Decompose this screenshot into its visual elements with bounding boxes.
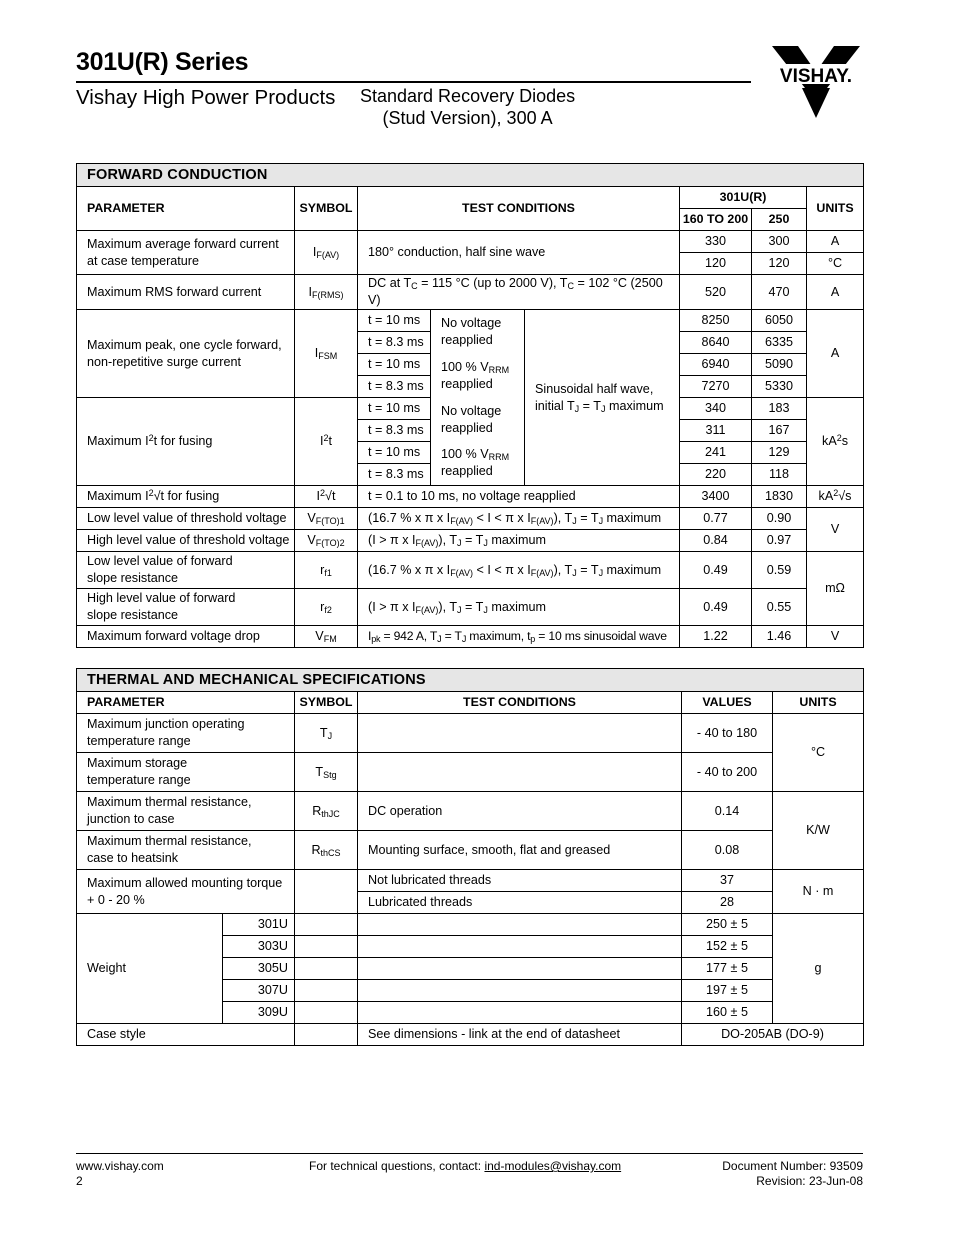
- cond-rthcs: Mounting surface, smooth, flat and greased: [358, 831, 682, 870]
- value-cell: 311: [680, 420, 752, 442]
- time-cell: t = 10 ms: [358, 310, 431, 332]
- footer-contact: [309, 1159, 621, 1173]
- page-number: 2: [76, 1174, 83, 1188]
- cond-vrrm: 100 % $V_{RRM}$ reapplied: [431, 442, 525, 486]
- contact-prefix: For technical questions, contact:: [309, 1159, 485, 1173]
- value-cell: 0.49: [680, 589, 752, 626]
- symbol-empty: [295, 980, 358, 1002]
- weight-model: 305U: [223, 958, 295, 980]
- document-number: Document Number: 93509: [722, 1159, 863, 1173]
- value-cell: 160 ± 5: [682, 1002, 773, 1024]
- symbol-rthjc: $R_{thJC}$: [295, 792, 358, 831]
- cond-avg-current: 180° conduction, half sine wave: [358, 231, 680, 275]
- cond-empty: [358, 980, 682, 1002]
- header-voltage-1: 160 TO 200: [680, 209, 752, 231]
- value-cell: 37: [682, 870, 773, 892]
- value-cell: 340: [680, 398, 752, 420]
- cond-vrrm: 100 % $V_{RRM}$ reapplied: [431, 354, 525, 398]
- cond-empty: [358, 914, 682, 936]
- param-tstg: Maximum storage temperature range: [77, 753, 295, 792]
- time-cell: t = 10 ms: [358, 398, 431, 420]
- symbol-if-av: $I_{F(AV)}$: [295, 231, 358, 275]
- cond-not-lubricated: Not lubricated threads: [358, 870, 682, 892]
- product-line-1: Standard Recovery Diodes: [360, 86, 576, 106]
- logo-text: VISHAY.: [779, 66, 853, 87]
- symbol-vto2: $V_{F(TO)2}$: [295, 530, 358, 552]
- weight-model: 307U: [223, 980, 295, 1002]
- param-vfm: Maximum forward voltage drop: [77, 626, 295, 648]
- value-cell: 220: [680, 464, 752, 486]
- cond-case-style: See dimensions - link at the end of datasheet: [358, 1024, 682, 1046]
- param-rms-current: Maximum RMS forward current: [77, 275, 295, 310]
- cond-empty: [358, 753, 682, 792]
- value-cell: 0.77: [680, 508, 752, 530]
- time-cell: t = 8.3 ms: [358, 420, 431, 442]
- header-voltage-2: 250: [752, 209, 807, 231]
- value-cell: 0.08: [682, 831, 773, 870]
- unit-cell: V: [807, 508, 864, 552]
- unit-cell: A: [807, 231, 864, 253]
- param-rf1: Low level value of forward slope resistance: [77, 552, 295, 589]
- param-rthcs: Maximum thermal resistance, case to heatsink: [77, 831, 295, 870]
- cond-no-voltage: No voltage reapplied: [431, 310, 525, 354]
- header-part: 301U(R): [680, 187, 807, 209]
- value-cell: 5330: [752, 376, 807, 398]
- header-parameter: PARAMETER: [77, 692, 295, 714]
- value-cell: 0.84: [680, 530, 752, 552]
- header-rule: [76, 81, 751, 83]
- symbol-empty: [295, 1024, 358, 1046]
- param-case-style: Case style: [77, 1024, 295, 1046]
- value-cell: 1.22: [680, 626, 752, 648]
- unit-cell: A: [807, 310, 864, 398]
- product-description: [360, 85, 575, 129]
- header-test-conditions: TEST CONDITIONS: [358, 187, 680, 231]
- header-test-conditions: TEST CONDITIONS: [358, 692, 682, 714]
- value-cell: 197 ± 5: [682, 980, 773, 1002]
- weight-model: 303U: [223, 936, 295, 958]
- symbol-rthcs: $R_{thCS}$: [295, 831, 358, 870]
- cond-vto2: (I > π x $I_{F(AV)}$), $T_J = T_J$ maximum: [358, 530, 680, 552]
- value-cell: 0.90: [752, 508, 807, 530]
- unit-cell: g: [773, 914, 864, 1024]
- weight-model: 301U: [223, 914, 295, 936]
- symbol-empty: [295, 936, 358, 958]
- symbol-ifsm: $I_{FSM}$: [295, 310, 358, 398]
- unit-cell: N · m: [773, 870, 864, 914]
- value-cell: - 40 to 200: [682, 753, 773, 792]
- company-name: Vishay High Power Products: [76, 86, 336, 109]
- time-cell: t = 8.3 ms: [358, 464, 431, 486]
- value-cell: 183: [752, 398, 807, 420]
- symbol-empty: [295, 870, 358, 914]
- value-cell: 520: [680, 275, 752, 310]
- cond-no-voltage: No voltage reapplied: [431, 398, 525, 442]
- cond-empty: [358, 1002, 682, 1024]
- symbol-i2t: $I^2t$: [295, 398, 358, 486]
- symbol-i2rt: $I^2√t$: [295, 486, 358, 508]
- thermal-mechanical-table: [76, 668, 864, 1046]
- footer-left: [76, 1159, 164, 1189]
- time-cell: t = 8.3 ms: [358, 332, 431, 354]
- value-cell: 300: [752, 231, 807, 253]
- value-cell: 5090: [752, 354, 807, 376]
- value-cell: 120: [680, 253, 752, 275]
- value-cell: 330: [680, 231, 752, 253]
- value-cell: DO-205AB (DO-9): [682, 1024, 864, 1046]
- header-parameter: PARAMETER: [77, 187, 295, 231]
- value-cell: 120: [752, 253, 807, 275]
- param-i2t: Maximum $I^2t$ for fusing: [77, 398, 295, 486]
- cond-rf1: (16.7 % x π x $I_{F(AV)} < I < \pi$ x $I_{F(AV)}$), $T_J = T_J$ maximum: [358, 552, 680, 589]
- value-cell: 167: [752, 420, 807, 442]
- symbol-rf1: $r_{f1}$: [295, 552, 358, 589]
- value-cell: 241: [680, 442, 752, 464]
- value-cell: 3400: [680, 486, 752, 508]
- unit-cell: V: [807, 626, 864, 648]
- revision: Revision: 23-Jun-08: [756, 1174, 863, 1188]
- value-cell: 129: [752, 442, 807, 464]
- value-cell: 470: [752, 275, 807, 310]
- unit-cell: $kA^2s$: [807, 398, 864, 486]
- unit-cell: $kA^2√s$: [807, 486, 864, 508]
- symbol-if-rms: $I_{F(RMS)}$: [295, 275, 358, 310]
- footer-rule: [76, 1153, 863, 1154]
- value-cell: 8640: [680, 332, 752, 354]
- website-link[interactable]: www.vishay.com: [76, 1159, 164, 1173]
- param-rf2: High level value of forward slope resistance: [77, 589, 295, 626]
- cond-rms-current: DC at $T_C = 115$ °C (up to 2000 V), $T_C = 102$ °C (2500 V): [358, 275, 680, 310]
- cond-i2rt: t = 0.1 to 10 ms, no voltage reapplied: [358, 486, 680, 508]
- cond-lubricated: Lubricated threads: [358, 892, 682, 914]
- header-symbol: SYMBOL: [295, 187, 358, 231]
- footer-right: [722, 1159, 863, 1189]
- header-values: VALUES: [682, 692, 773, 714]
- weight-model: 309U: [223, 1002, 295, 1024]
- value-cell: 0.59: [752, 552, 807, 589]
- symbol-empty: [295, 958, 358, 980]
- unit-cell: °C: [773, 714, 864, 792]
- value-cell: 7270: [680, 376, 752, 398]
- cond-empty: [358, 958, 682, 980]
- symbol-empty: [295, 914, 358, 936]
- time-cell: t = 8.3 ms: [358, 376, 431, 398]
- param-i2rt: Maximum $I^2√t$ for fusing: [77, 486, 295, 508]
- time-cell: t = 10 ms: [358, 354, 431, 376]
- value-cell: 6335: [752, 332, 807, 354]
- cond-empty: [358, 714, 682, 753]
- unit-cell: °C: [807, 253, 864, 275]
- document-title: 301U(R) Series: [76, 48, 249, 76]
- param-vto2: High level value of threshold voltage: [77, 530, 295, 552]
- symbol-tstg: $T_{Stg}$: [295, 753, 358, 792]
- symbol-vto1: $V_{F(TO)1}$: [295, 508, 358, 530]
- value-cell: 250 ± 5: [682, 914, 773, 936]
- value-cell: - 40 to 180: [682, 714, 773, 753]
- param-weight: Weight: [77, 914, 223, 1024]
- param-rthjc: Maximum thermal resistance, junction to case: [77, 792, 295, 831]
- cond-rthjc: DC operation: [358, 792, 682, 831]
- param-surge-current: Maximum peak, one cycle forward, non-repetitive surge current: [77, 310, 295, 398]
- section-title: FORWARD CONDUCTION: [77, 164, 864, 187]
- cond-vto1: (16.7 % x π x $I_{F(AV)} < I < \pi$ x $I_{F(AV)}$), $T_J = T_J$ maximum: [358, 508, 680, 530]
- symbol-empty: [295, 1002, 358, 1024]
- unit-cell: K/W: [773, 792, 864, 870]
- unit-cell: A: [807, 275, 864, 310]
- param-vto1: Low level value of threshold voltage: [77, 508, 295, 530]
- vishay-logo: [766, 42, 866, 122]
- value-cell: 0.49: [680, 552, 752, 589]
- value-cell: 0.97: [752, 530, 807, 552]
- time-cell: t = 10 ms: [358, 442, 431, 464]
- unit-cell: mΩ: [807, 552, 864, 626]
- value-cell: 6940: [680, 354, 752, 376]
- value-cell: 118: [752, 464, 807, 486]
- param-tj: Maximum junction operating temperature range: [77, 714, 295, 753]
- value-cell: 0.14: [682, 792, 773, 831]
- forward-conduction-table: [76, 163, 864, 648]
- value-cell: 1830: [752, 486, 807, 508]
- cond-sinusoidal: Sinusoidal half wave, initial $T_J = T_J$ maximum: [525, 310, 680, 486]
- symbol-rf2: $r_{f2}$: [295, 589, 358, 626]
- product-line-2: (Stud Version), 300 A: [382, 108, 553, 128]
- param-torque: Maximum allowed mounting torque + 0 - 20 %: [77, 870, 295, 914]
- value-cell: 152 ± 5: [682, 936, 773, 958]
- header-units: UNITS: [773, 692, 864, 714]
- param-avg-current: Maximum average forward current at case temperature: [77, 231, 295, 275]
- symbol-vfm: $V_{FM}$: [295, 626, 358, 648]
- value-cell: 6050: [752, 310, 807, 332]
- cond-empty: [358, 936, 682, 958]
- cond-vfm: $I_{pk} = 942$ A, $T_J = T_J$ maximum, $t_p = 10$ ms sinusoidal wave: [358, 626, 680, 648]
- symbol-tj: $T_J$: [295, 714, 358, 753]
- header-symbol: SYMBOL: [295, 692, 358, 714]
- cond-rf2: (I > π x $I_{F(AV)}$), $T_J = T_J$ maximum: [358, 589, 680, 626]
- section-title: THERMAL AND MECHANICAL SPECIFICATIONS: [77, 669, 864, 692]
- value-cell: 8250: [680, 310, 752, 332]
- contact-email-link[interactable]: ind-modules@vishay.com: [484, 1159, 622, 1173]
- value-cell: 1.46: [752, 626, 807, 648]
- value-cell: 28: [682, 892, 773, 914]
- value-cell: 0.55: [752, 589, 807, 626]
- header-units: UNITS: [807, 187, 864, 231]
- value-cell: 177 ± 5: [682, 958, 773, 980]
